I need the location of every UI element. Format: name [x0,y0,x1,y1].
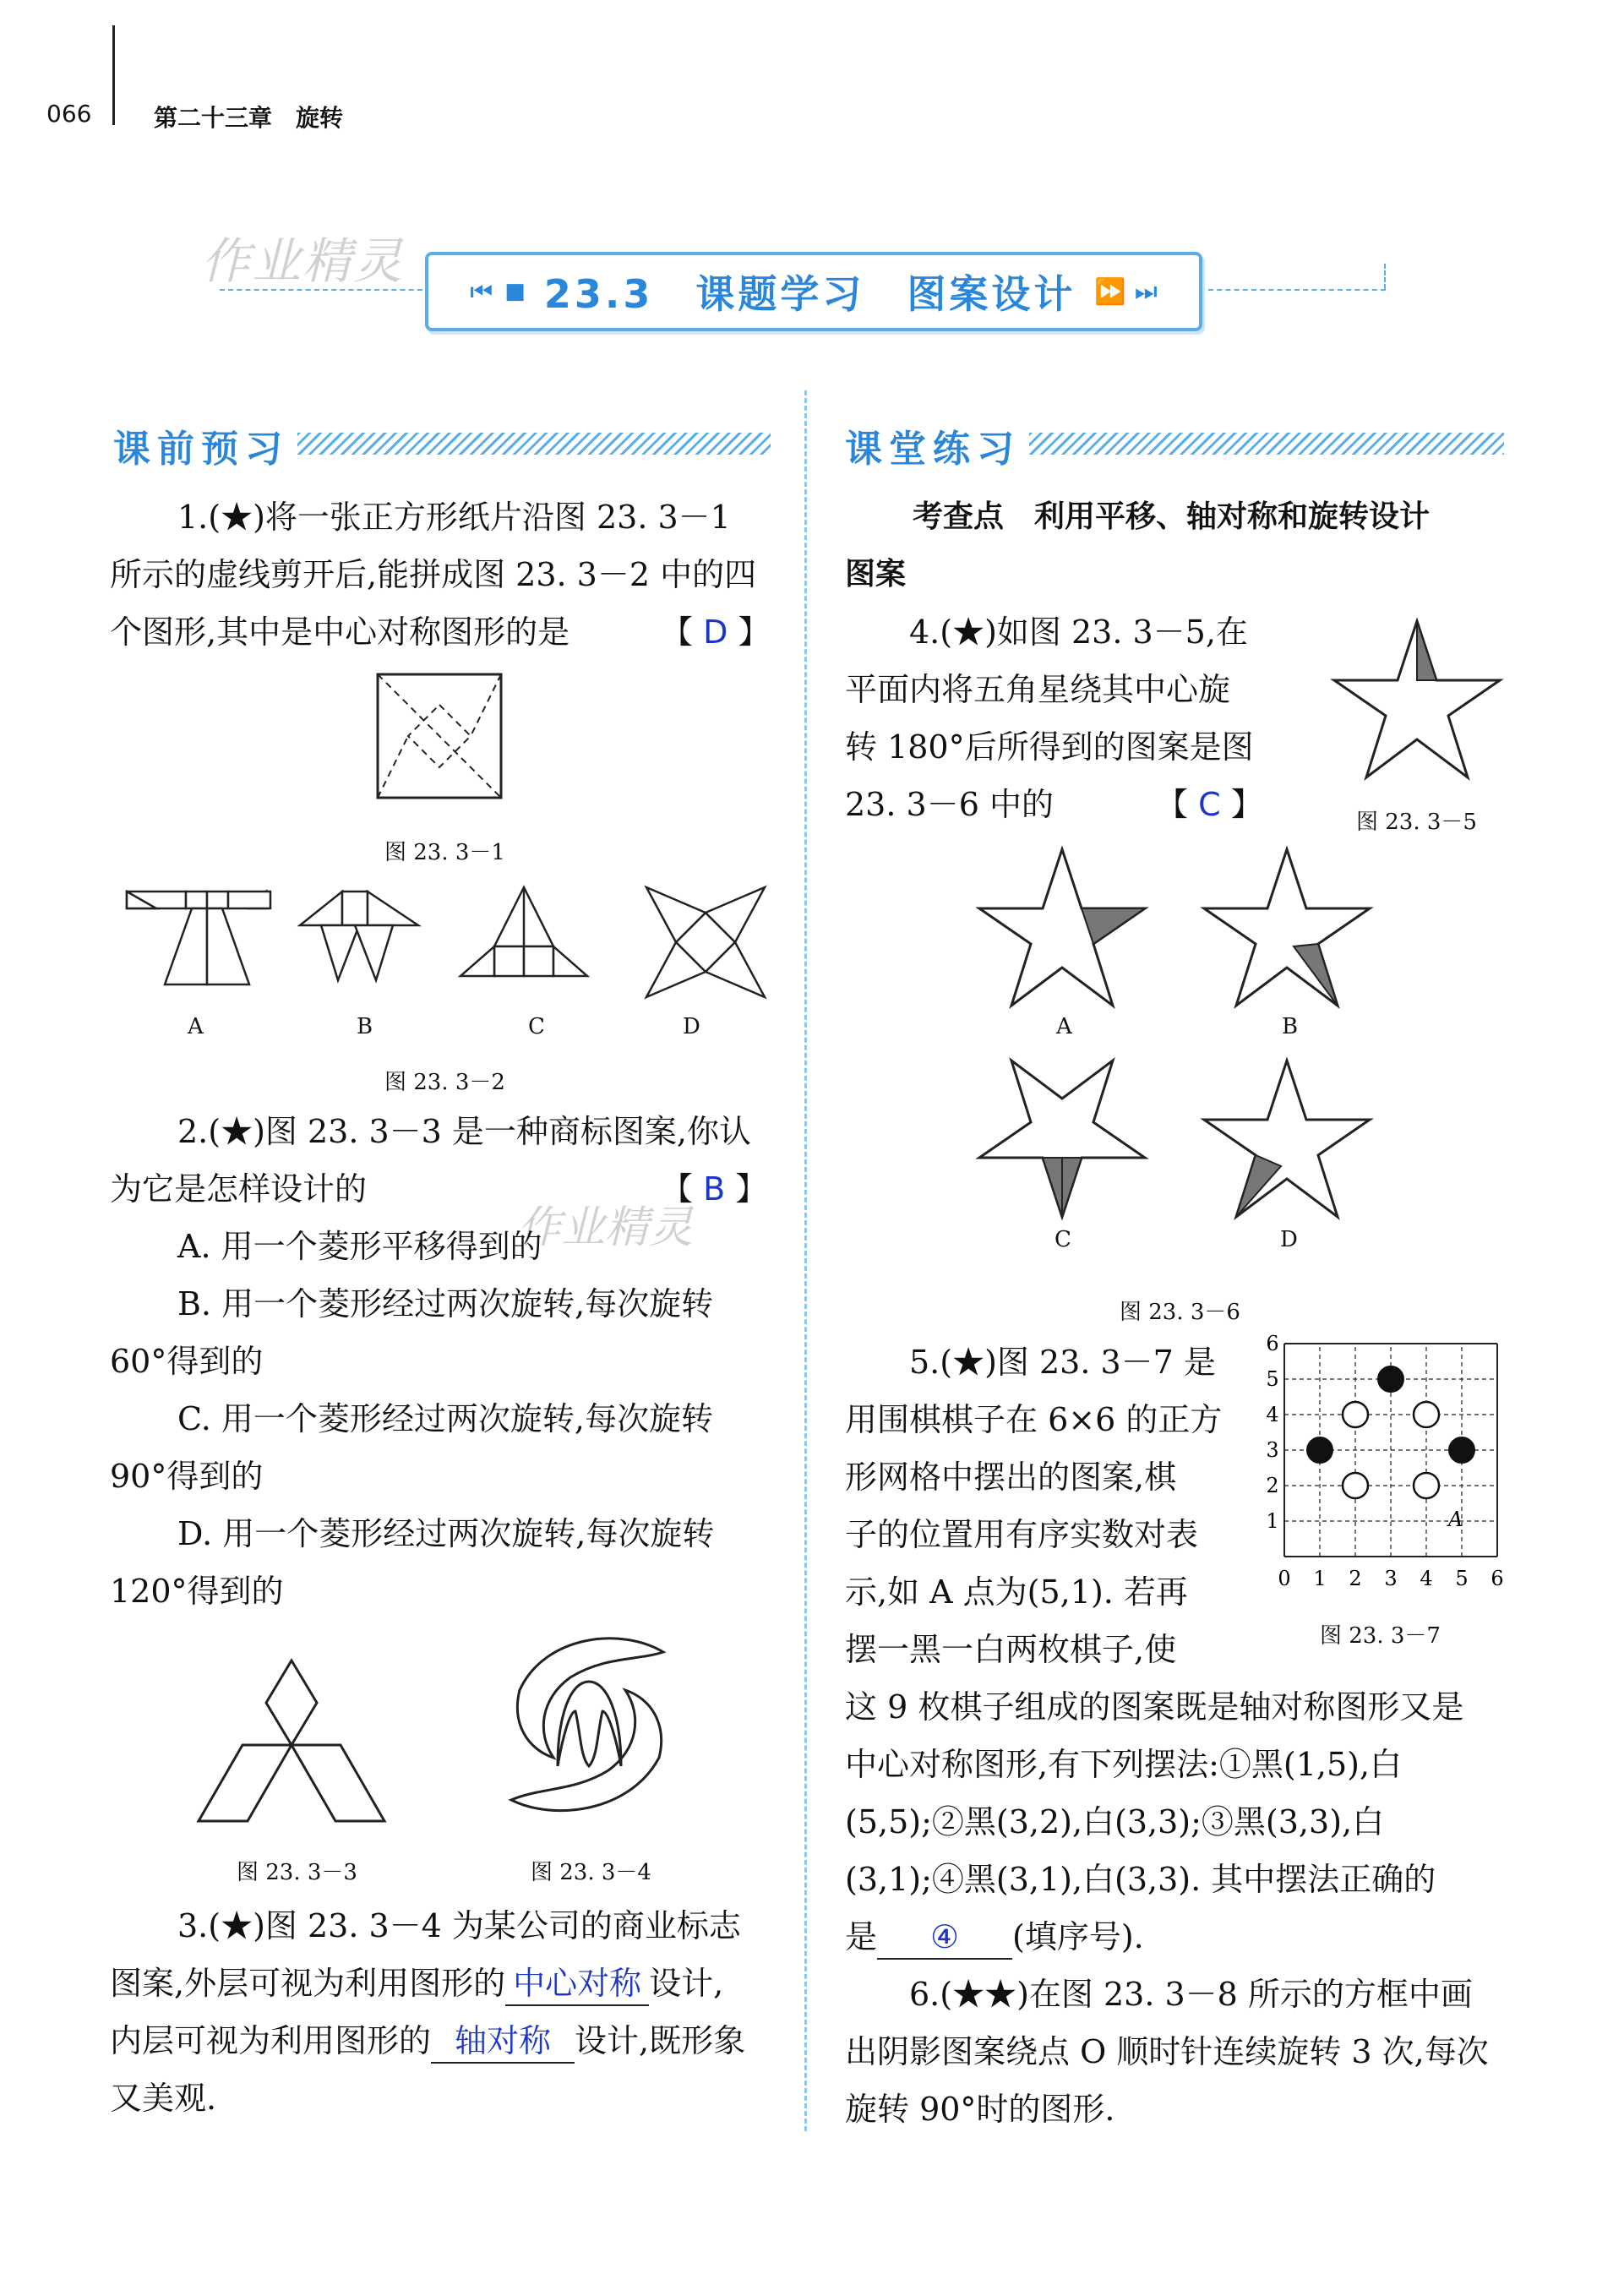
black-stone [1378,1366,1403,1392]
caption-23-3-4: 图 23. 3－4 [531,1860,651,1885]
axis-x-label: 3 [1384,1567,1398,1590]
section-hatch-right [1029,433,1504,455]
option-c-shape [460,887,587,976]
q5-line-2: 用围棋棋子在 6×6 的正方 [845,1401,1223,1438]
option-b-shape [300,892,418,980]
axis-y-label: 6 [1266,1332,1279,1355]
q4-line-4: 23. 3－6 中的 [845,786,1054,823]
figure-23-3-7 [1251,1332,1504,1606]
q1-answer-bracket: 【 D 】 [661,613,771,651]
q5-line-6: 摆一黑一白两枚棋子,使 [845,1631,1177,1668]
axis-y-label: 4 [1266,1403,1279,1426]
figure-23-3-2 [123,883,765,993]
q5-line-10: (3,1);④黑(3,1),白(3,3). 其中摆法正确的 [845,1861,1436,1898]
q5-answer-blank: ④ [877,1916,1012,1960]
q4-line-3: 转 180°后所得到的图案是图 [845,728,1254,766]
chapter-title: 第二十三章 旋转 [154,104,344,132]
figure-23-3-3 [194,1656,389,1825]
rhombus-right [292,1745,384,1821]
star-shaded-tip [1417,621,1436,680]
option-d-shape [646,887,765,997]
q3-line-4: 又美观. [110,2080,217,2117]
banner-dashline-left [220,289,431,291]
q4-line-2: 平面内将五角星绕其中心旋 [845,671,1231,708]
watermark: 作业精灵 [201,232,405,290]
q2-answer-bracket: 【 B 】 [661,1170,768,1208]
q4-label-c: C [1055,1227,1071,1252]
q6-line-3: 旋转 90°时的图形. [845,2091,1115,2128]
banner-dashline-right [1208,289,1386,291]
q2-option-b-cont: 60°得到的 [110,1343,264,1380]
q5-line-7: 这 9 枚棋子组成的图案既是轴对称图形又是 [845,1688,1464,1726]
page-number: 066 [46,100,92,128]
rhombus-top [266,1661,317,1745]
section-title-practice: 课堂练习 [845,428,1021,471]
header-divider [112,25,115,125]
topic-line-1: 考查点 利用平移、轴对称和旋转设计 [913,499,1431,534]
inner-tulip [558,1682,621,1766]
q1-label-b: B [357,1014,373,1039]
star-option-a [979,849,1145,1006]
q3-line-3-post: 设计,既形象 [575,2022,746,2059]
column-divider [804,390,807,2131]
q2-answer: B [703,1170,726,1208]
banner-title: 23.3 课题学习 图案设计 [543,271,1076,317]
q3-blank-2: 轴对称 [431,2020,575,2064]
rhombus-left [199,1745,292,1821]
caption-23-3-3: 图 23. 3－3 [237,1860,357,1885]
banner-dashline-right-up [1384,264,1387,289]
q2-option-d: D. 用一个菱形经过两次旋转,每次旋转 [177,1515,715,1552]
q1-label-d: D [683,1014,700,1039]
banner-square-icon: ■ [504,279,526,304]
section-hatch-left [297,433,771,455]
q5-line-9: (5,5);②黑(3,2),白(3,3);③黑(3,3),白 [845,1803,1385,1840]
q2-option-c-cont: 90°得到的 [110,1458,264,1495]
q2-option-d-cont: 120°得到的 [110,1573,284,1610]
axis-x-label: 2 [1349,1567,1362,1590]
q3-line-2 [110,1955,723,2012]
caption-23-3-2: 图 23. 3－2 [384,1070,505,1095]
q6-line-1: 6.(★★)在图 23. 3－8 所示的方框中画 [909,1976,1473,2013]
axis-x-label: 4 [1420,1567,1433,1590]
q2-line-2: 为它是怎样设计的 [110,1170,368,1208]
axis-x-label: 6 [1490,1567,1504,1590]
axis-x-label: 5 [1455,1567,1469,1590]
caption-23-3-5: 图 23. 3－5 [1356,810,1477,835]
banner-end-icon: ⏭ [1134,276,1158,307]
q5-line-8: 中心对称图形,有下列摆法:①黑(1,5),白 [845,1746,1403,1783]
option-a-shape [127,892,270,984]
banner-prev-icon: ⏮ [470,276,493,307]
q5-last-pre: 是 [845,1918,878,1955]
q4-answer: C [1198,786,1221,823]
star-option-c [979,1061,1145,1217]
axis-y-label: 2 [1266,1474,1279,1497]
q1-line-1: 1.(★)将一张正方形纸片沿图 23. 3－1 [177,499,731,536]
axis-y-label: 5 [1266,1367,1279,1391]
q4-label-a: A [1056,1014,1072,1039]
q4-label-d: D [1280,1227,1298,1252]
axis-x-label: 0 [1278,1567,1291,1590]
q1-label-c: C [528,1014,545,1039]
banner-next-icon: ⏩ [1094,276,1126,307]
axis-y-label: 1 [1266,1509,1279,1533]
white-stone [1343,1402,1368,1427]
figure-23-3-1 [376,673,503,799]
point-a-label: A [1448,1508,1463,1531]
q2-option-b: B. 用一个菱形经过两次旋转,每次旋转 [177,1285,714,1322]
q2-option-c: C. 用一个菱形经过两次旋转,每次旋转 [177,1400,713,1437]
q5-line-1: 5.(★)图 23. 3－7 是 [909,1344,1216,1381]
black-stone [1307,1437,1332,1463]
q1-answer: D [703,613,728,651]
q1-line-2: 所示的虚线剪开后,能拼成图 23. 3－2 中的四 [110,556,757,593]
axis-x-label: 1 [1313,1567,1327,1590]
watermark-2: 作业精灵 [517,1202,694,1253]
white-stone [1343,1473,1368,1498]
q5-line-11 [845,1908,1144,1966]
q2-option-a: A. 用一个菱形平移得到的 [177,1228,542,1265]
caption-23-3-6: 图 23. 3－6 [1120,1300,1240,1325]
q5-line-5: 示,如 A 点为(5,1). 若再 [845,1573,1188,1611]
q3-line-3-pre: 内层可视为利用图形的 [110,2022,432,2059]
q4-answer-bracket: 【 C 】 [1156,786,1263,823]
q3-line-3 [110,2012,745,2070]
q6-line-2: 出阴影图案绕点 O 顺时针连续旋转 3 次,每次 [845,2033,1489,2070]
white-stone [1414,1473,1439,1498]
cut-lines [378,674,501,798]
q3-line-2-post: 设计, [649,1965,724,2002]
q4-line-1: 4.(★)如图 23. 3－5,在 [909,613,1248,651]
figure-23-3-4 [494,1631,684,1817]
q3-line-1: 3.(★)图 23. 3－4 为某公司的商业标志 [177,1907,741,1944]
figure-23-3-5 [1331,617,1504,786]
section-title-preview: 课前预习 [113,428,289,471]
q1-label-a: A [188,1014,204,1039]
caption-23-3-7: 图 23. 3－7 [1320,1623,1441,1649]
star-option-b [1204,849,1370,1006]
q2-line-1: 2.(★)图 23. 3－3 是一种商标图案,你认 [177,1113,752,1150]
topic-line-2: 图案 [845,557,907,592]
figure-23-3-6 [976,845,1373,1221]
q5-line-3: 形网格中摆出的图案,棋 [845,1459,1177,1496]
q3-blank-1: 中心对称 [505,1962,649,2006]
q1-line-3: 个图形,其中是中心对称图形的是 [110,613,570,651]
axis-y-label: 3 [1266,1438,1279,1462]
black-stone [1449,1437,1474,1463]
caption-23-3-1: 图 23. 3－1 [384,840,505,865]
q4-label-b: B [1282,1014,1299,1039]
q5-last-post: (填序号). [1012,1918,1144,1955]
section-banner [425,252,1202,331]
q3-line-2-pre: 图案,外层可视为利用图形的 [110,1965,506,2002]
star-option-d [1204,1061,1370,1217]
white-stone [1414,1402,1439,1427]
q5-line-4: 子的位置用有序实数对表 [845,1516,1199,1553]
